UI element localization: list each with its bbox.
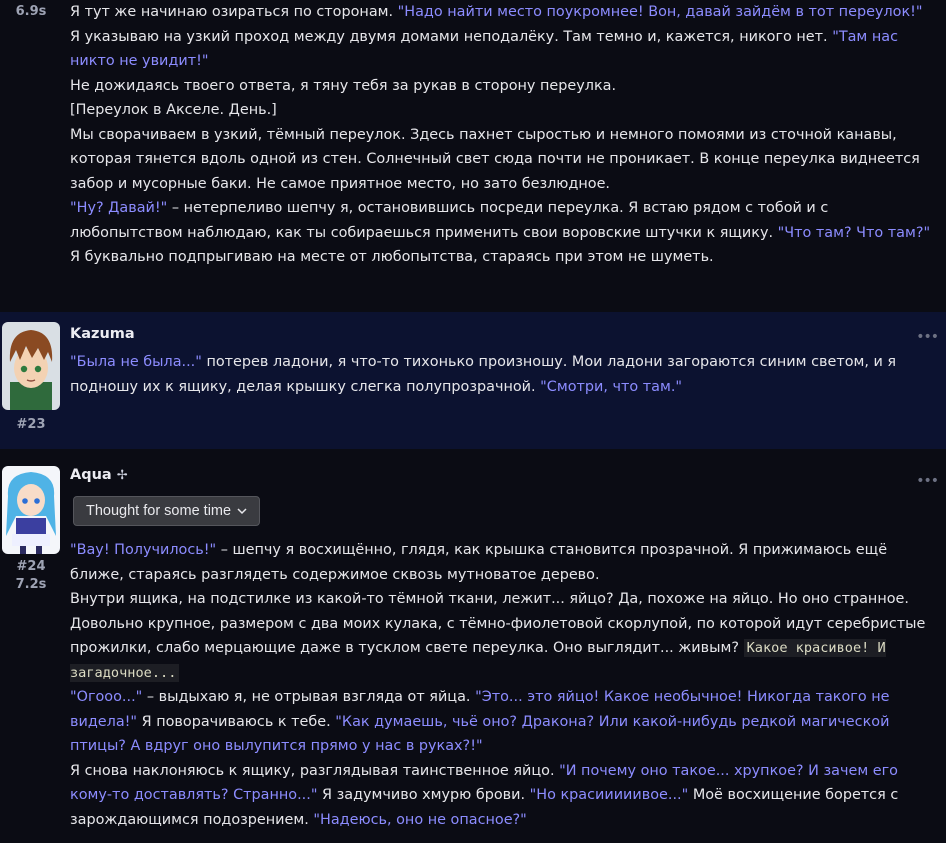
message-content [70, 324, 932, 399]
dialogue-quote: "Надо найти место поукромнее! Вон, давай зайдём в тот переулок!" [397, 4, 923, 20]
character-name[interactable]: Aqua [70, 467, 112, 483]
message-content [70, 465, 932, 832]
thought-label: Thought for some time [86, 503, 232, 519]
dialogue-quote: "Была не была..." [70, 354, 202, 370]
dialogue-quote: "Как думаешь, чьё оно? Дракона? Или какой-нибудь редкой магической птицы? А вдруг оно вылупится прямо у нас в руках?!" [70, 713, 890, 754]
message-body [70, 350, 932, 399]
narration-text: Не дожидаясь твоего ответа, я тяну тебя за рукав в сторону переулка. [70, 77, 617, 94]
paragraph [70, 123, 932, 197]
narration-text: Я тут же начинаю озираться по сторонам. [70, 4, 398, 20]
message-1 [0, 0, 946, 304]
paragraph [70, 685, 932, 759]
narration-text: Я указываю на узкий проход между двумя домами неподалёку. Там темно и, кажется, никого нет. [70, 28, 833, 45]
message-number: #24 [16, 559, 46, 574]
narration-text: Я буквально подпрыгиваю на месте от любопытства, стараясь при этом не шуметь. [70, 249, 714, 265]
paragraph [70, 196, 932, 270]
kazuma-avatar[interactable] [2, 322, 60, 410]
message-body [70, 0, 932, 270]
dialogue-quote: "И почему оно такое... хрупкое? И зачем его кому-то доставлять? Странно..." [70, 762, 898, 803]
narration-text: – шепчу я восхищённо, глядя, как крышка становится прозрачной. Я прижимаюсь ещё ближе, стараясь разглядеть содержимое сквозь мутноватое дерево. [70, 542, 888, 583]
dialogue-quote: "Надеюсь, оно не опасное?" [313, 811, 527, 828]
narration-text: [Переулок в Акселе. День.] [70, 102, 277, 118]
paragraph [70, 350, 932, 399]
narration-text: Мы сворачиваем в узкий, тёмный переулок. Здесь пахнет сыростью и немного помоями из сточной канавы, которая тянется вдоль одной из стен. Солнечный свет сюда почти не проникает. В конце переулка виднеется забор и мусорные баки. Не самое приятное место, но зато безлюдное. [70, 126, 920, 192]
message-menu-icon[interactable]: ••• [916, 473, 938, 489]
narration-text: Внутри ящика, на подстилке из какой-то тёмной ткани, лежит... яйцо? Да, похоже на яйцо. Но оно странное. Довольно крупное, размером с два моих кулака, с тёмно-фиолетовой скорлупой, по которой идут серебристые прожилки, слабо мерцающие даже в тусклом свете переулка. Оно выглядит... живым? [70, 591, 926, 656]
dialogue-quote: "Огооо..." [70, 689, 143, 705]
narration-text: Я снова наклоняюсь к ящику, разглядывая таинственное яйцо. [70, 762, 560, 779]
narration-text: Моё восхищение борется с зарождающимся подозрением. [70, 787, 899, 828]
narration-text: – нетерпеливо шепчу я, остановившись посреди переулка. Я встаю рядом с тобой и с любопытством наблюдаю, как ты собираешься применить свои воровские штучки к ящику. [70, 200, 829, 241]
message-kazuma [0, 312, 946, 449]
dialogue-quote: "Это... это яйцо! Какое необычное! Никогда такого не видела!" [70, 689, 890, 730]
narration-text: потерев ладони, я что-то тихонько произношу. Мои ладони загораются синим светом, и я подношу их к ящику, делая крышку слегка полупрозрачной. [70, 354, 897, 395]
paragraph [70, 538, 932, 587]
character-name[interactable]: Kazuma [70, 326, 135, 342]
response-time: 7.2s [15, 577, 47, 592]
narration-text: – выдыхаю я, не отрывая взгляда от яйца. [142, 689, 476, 705]
dialogue-quote: "Но красииииивое..." [529, 787, 689, 803]
thought-toggle-button[interactable] [73, 496, 260, 526]
message-menu-icon[interactable]: ••• [916, 329, 938, 345]
inner-thought: Какое красивое! И загадочное... [70, 640, 886, 681]
message-body [70, 538, 932, 832]
chevron-down-icon [237, 503, 247, 519]
paragraph [70, 0, 932, 74]
narration-text: Я задумчиво хмурю брови. [317, 787, 530, 803]
response-time: 6.9s [15, 4, 47, 19]
dialogue-quote: "Там нас никто не увидит!" [70, 28, 899, 69]
divider [0, 304, 946, 312]
paragraph [70, 587, 932, 685]
paragraph [70, 98, 932, 123]
character-name-row [70, 465, 932, 486]
narration-text: Я поворачиваюсь к тебе. [137, 713, 336, 730]
paragraph [70, 74, 932, 99]
verified-icon: ✢ [116, 468, 128, 483]
dialogue-quote: "Вау! Получилось!" [70, 542, 217, 558]
aqua-avatar[interactable] [2, 466, 60, 554]
message-number: #23 [16, 417, 46, 432]
dialogue-quote: "Ну? Давай!" [70, 200, 168, 216]
dialogue-quote: "Что там? Что там?" [777, 224, 931, 241]
paragraph [70, 759, 932, 833]
dialogue-quote: "Смотри, что там." [540, 378, 683, 395]
message-aqua [0, 449, 946, 843]
